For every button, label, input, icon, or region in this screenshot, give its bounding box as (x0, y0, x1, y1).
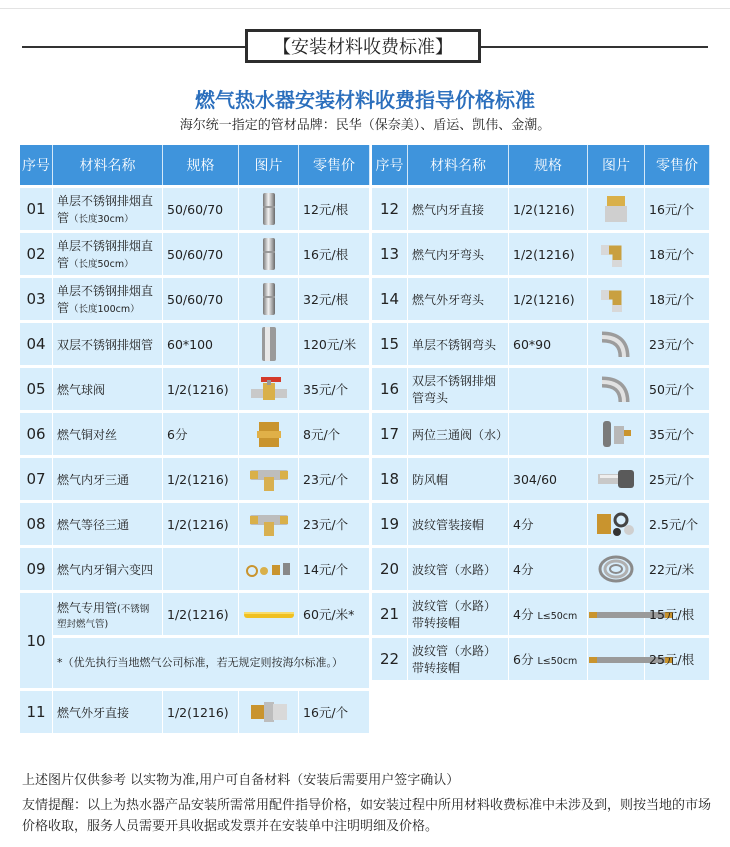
col-header-no: 序号 (20, 145, 53, 185)
material-name-cell (408, 638, 509, 680)
spec-cell (509, 458, 588, 500)
price-text: 12元/根 (303, 202, 349, 217)
material-name-note: (不锈钢塑封燃气管) (57, 603, 150, 630)
male-connector-icon (249, 705, 289, 719)
spec-text: 60*90 (513, 336, 552, 352)
table-row (372, 323, 710, 365)
price-text: 8元/个 (303, 427, 341, 442)
material-name-cell (408, 278, 509, 320)
material-name-cell (408, 188, 509, 230)
picture-cell (588, 593, 645, 635)
spec-cell (163, 503, 239, 545)
row-number-text: 22 (379, 650, 400, 668)
picture-cell (588, 188, 645, 230)
material-name-cell (53, 278, 163, 320)
table-row (372, 548, 710, 590)
row-number (372, 593, 408, 635)
picture-cell (588, 638, 645, 680)
col-header-spec: 规格 (509, 145, 588, 185)
row-number-text: 10 (26, 631, 46, 650)
nut-set-icon (595, 517, 637, 531)
price-text: 23元/个 (649, 337, 695, 352)
friendly-reminder: 友情提醒：以上为热水器产品安装所需常用配件指导价格，如安装过程中所用材料收费标准中未涉及到，则按当地的市场价格收取，服务人员需要开具收据或发票并在安装单中注明明细及价格。 (22, 798, 712, 834)
material-name: 单层不锈钢排烟直管 (57, 284, 154, 315)
row-number-text: 21 (379, 605, 400, 623)
picture-cell (588, 233, 645, 275)
material-name-note: （长度30cm） (69, 214, 134, 225)
table-header-row (372, 145, 710, 185)
col-header-spec: 规格 (163, 145, 239, 185)
price-cell (645, 503, 710, 545)
row-number-text: 13 (379, 245, 400, 263)
spec-cell (163, 548, 239, 590)
row-number-text: 03 (26, 290, 46, 308)
price-cell (645, 413, 710, 455)
top-divider (0, 8, 730, 9)
material-name: 两位三通阀（水） (412, 427, 509, 442)
picture-cell (239, 413, 299, 455)
spec-cell (163, 413, 239, 455)
material-name: 波纹管装接帽 (412, 517, 485, 532)
material-name: 燃气内牙三通 (57, 472, 130, 487)
row-number (372, 458, 408, 500)
gas-hose-icon (243, 607, 295, 621)
row-number (372, 323, 408, 365)
price-cell (299, 691, 370, 733)
spec-cell (163, 323, 239, 365)
col-header-price: 零售价 (645, 145, 710, 185)
row-number-text: 18 (379, 470, 400, 488)
price-text: 25元/个 (649, 472, 695, 487)
row-number (20, 413, 53, 455)
row-number-text: 05 (26, 380, 46, 398)
price-text: 2.5元/个 (649, 517, 699, 532)
picture-cell (239, 458, 299, 500)
price-text: 15元/根 (649, 607, 695, 622)
spec-cell (509, 188, 588, 230)
material-name-cell (53, 233, 163, 275)
col-header-price: 零售价 (299, 145, 370, 185)
price-text: 32元/根 (303, 292, 349, 307)
material-name: 燃气内牙直接 (412, 202, 485, 217)
table-row (20, 503, 370, 545)
row-number-text: 04 (26, 335, 46, 353)
material-name-cell (53, 458, 163, 500)
right-price-table (372, 142, 710, 683)
picture-cell (239, 503, 299, 545)
spec-text: 1/2(1216) (513, 201, 575, 217)
straight-pipe-icon (261, 292, 277, 306)
spec-text: 50/60/70 (167, 201, 224, 217)
row-number (20, 368, 53, 410)
row-number (20, 593, 53, 688)
material-name-cell (53, 691, 163, 733)
price-text: 14元/个 (303, 562, 349, 577)
flue-elbow-icon (598, 382, 634, 396)
header-rule-left (22, 46, 245, 48)
row-number (20, 323, 53, 365)
picture-cell (588, 368, 645, 410)
material-name: 波纹管（水路）带转接帽 (412, 644, 497, 675)
price-cell (645, 278, 710, 320)
price-text: 120元/米 (303, 337, 357, 352)
material-name: 燃气外牙直接 (57, 705, 130, 720)
spec-cell (163, 691, 239, 733)
row-number-text: 06 (26, 425, 46, 443)
straight-pipe-icon (261, 202, 277, 216)
row-number-text: 08 (26, 515, 46, 533)
tee-fitting-icon (248, 472, 290, 486)
table-row (20, 188, 370, 230)
material-name: 双层不锈钢排烟管 (57, 337, 154, 352)
spec-cell (509, 593, 588, 635)
row-number-text: 14 (379, 290, 400, 308)
spec-text: 4分 (513, 607, 534, 622)
row-number-text: 11 (26, 703, 46, 721)
price-cell (645, 233, 710, 275)
flue-elbow-icon (598, 337, 634, 351)
price-text: 16元/个 (649, 202, 695, 217)
row-number (20, 188, 53, 230)
spec-text: 1/2(1216) (167, 516, 229, 532)
row-number-text: 16 (379, 380, 400, 398)
price-cell (299, 233, 370, 275)
row-number (372, 638, 408, 680)
price-cell (645, 638, 710, 680)
price-text: 22元/米 (649, 562, 695, 577)
price-cell (299, 503, 370, 545)
table-row-note (20, 638, 370, 688)
table-row (20, 691, 370, 733)
spec-text: 1/2(1216) (167, 381, 229, 397)
table-row (372, 278, 710, 320)
row-number-text: 07 (26, 470, 46, 488)
table-row (372, 458, 710, 500)
row-number (20, 458, 53, 500)
picture-cell (588, 278, 645, 320)
spec-cell (509, 323, 588, 365)
price-cell (299, 413, 370, 455)
material-name: 燃气等径三通 (57, 517, 130, 532)
price-text: 23元/个 (303, 517, 349, 532)
price-cell (299, 593, 370, 635)
row-number (372, 368, 408, 410)
picture-cell (588, 458, 645, 500)
table-row (20, 278, 370, 320)
material-name: 波纹管（水路） (412, 562, 497, 577)
spec-cell (509, 503, 588, 545)
picture-cell (588, 413, 645, 455)
row-number-text: 02 (26, 245, 46, 263)
material-name-cell (53, 503, 163, 545)
spec-text: 1/2(1216) (167, 471, 229, 487)
elbow-fitting-icon (599, 292, 633, 306)
table-row (20, 458, 370, 500)
three-way-valve-icon (599, 427, 633, 441)
spec-cell (163, 233, 239, 275)
price-cell (299, 188, 370, 230)
price-cell (299, 278, 370, 320)
picture-cell (239, 233, 299, 275)
picture-cell (239, 323, 299, 365)
spec-cell (163, 458, 239, 500)
material-name-cell (53, 548, 163, 590)
wind-cap-icon (596, 472, 636, 486)
price-text: 60元/米* (303, 607, 355, 622)
table-row (20, 413, 370, 455)
picture-cell (239, 278, 299, 320)
price-cell (645, 368, 710, 410)
row-number-text: 17 (379, 425, 400, 443)
row-number-text: 19 (379, 515, 400, 533)
material-name-cell (408, 233, 509, 275)
material-name: 燃气专用管 (57, 600, 118, 615)
female-connector-icon (601, 202, 631, 216)
material-name: 燃气铜对丝 (57, 427, 118, 442)
material-name: 波纹管（水路）带转接帽 (412, 599, 497, 630)
picture-cell (239, 548, 299, 590)
picture-cell (239, 188, 299, 230)
price-text: 50元/个 (649, 382, 695, 397)
picture-cell (588, 323, 645, 365)
spec-text: 1/2(1216) (513, 291, 575, 307)
material-name-cell (408, 458, 509, 500)
row-number (372, 503, 408, 545)
note-cell (53, 638, 370, 688)
row-number (20, 278, 53, 320)
brass-nipple-icon (254, 427, 284, 441)
price-cell (645, 593, 710, 635)
spec-note: L≤50cm (537, 656, 578, 667)
table-row (372, 188, 710, 230)
price-cell (645, 458, 710, 500)
reducer-set-icon (246, 562, 292, 576)
disclaimer-line: 上述图片仅供参考 以实物为准,用户可自备材料（安装后需要用户签字确认） (22, 773, 460, 788)
row-number (372, 233, 408, 275)
table-row (20, 323, 370, 365)
material-name-cell (53, 368, 163, 410)
spec-text: 1/2(1216) (167, 606, 229, 622)
table-row (372, 233, 710, 275)
spec-text: 4分 (513, 517, 534, 532)
row-number-text: 12 (379, 200, 400, 218)
straight-pipe-icon (261, 247, 277, 261)
price-text: 16元/个 (303, 705, 349, 720)
spec-text: 50/60/70 (167, 246, 224, 262)
row-number (20, 503, 53, 545)
col-header-no: 序号 (372, 145, 408, 185)
row-number (20, 548, 53, 590)
picture-cell (239, 691, 299, 733)
row-number (20, 691, 53, 733)
picture-cell (588, 503, 645, 545)
material-name-note: （长度50cm） (69, 259, 134, 270)
brands-line: 海尔统一指定的管材品牌：民华（保奈美）、盾运、凯伟、金潮。 (179, 118, 551, 133)
spec-note: L≤50cm (537, 611, 578, 622)
spec-cell (163, 593, 239, 635)
col-header-pic: 图片 (588, 145, 645, 185)
elbow-fitting-icon (599, 247, 633, 261)
material-name-cell (408, 548, 509, 590)
price-cell (299, 368, 370, 410)
double-pipe-icon (260, 337, 278, 351)
spec-text: 1/2(1216) (167, 704, 229, 720)
spec-text: 4分 (513, 562, 534, 577)
material-name: 燃气内牙铜六变四 (57, 562, 154, 577)
spec-cell (163, 278, 239, 320)
price-text: 23元/个 (303, 472, 349, 487)
spec-cell (509, 638, 588, 680)
spec-text: 1/2(1216) (513, 246, 575, 262)
table-row (372, 413, 710, 455)
spec-text: 60*100 (167, 336, 214, 352)
material-name: 燃气外牙弯头 (412, 292, 485, 307)
coiled-hose-icon (597, 562, 635, 576)
spec-cell (509, 548, 588, 590)
material-name-cell (53, 188, 163, 230)
page-title: 燃气热水器安装材料收费指导价格标准 (195, 88, 535, 112)
row-number (372, 413, 408, 455)
material-name: 单层不锈钢排烟直管 (57, 194, 154, 225)
row-number (372, 278, 408, 320)
table-row (20, 593, 370, 635)
material-name-cell (408, 593, 509, 635)
price-cell (645, 323, 710, 365)
material-name: 双层不锈钢排烟管弯头 (412, 374, 497, 405)
row-number-text: 09 (26, 560, 46, 578)
price-note: *（优先执行当地燃气公司标准，若无规定则按海尔标准。） (57, 656, 343, 669)
row-number (372, 548, 408, 590)
price-text: 18元/个 (649, 292, 695, 307)
price-cell (645, 548, 710, 590)
row-number-text: 01 (26, 200, 46, 218)
row-number (372, 188, 408, 230)
price-cell (299, 458, 370, 500)
col-header-name: 材料名称 (408, 145, 509, 185)
material-name-note: （长度100cm） (69, 304, 140, 315)
price-text: 35元/个 (649, 427, 695, 442)
material-name: 燃气球阀 (57, 382, 106, 397)
spec-cell (163, 368, 239, 410)
price-text: 25元/根 (649, 652, 695, 667)
price-text: 16元/根 (303, 247, 349, 262)
material-name-cell (53, 593, 163, 635)
table-row (372, 593, 710, 635)
material-name: 单层不锈钢排烟直管 (57, 239, 154, 270)
picture-cell (239, 593, 299, 635)
spec-cell (163, 188, 239, 230)
header-rule-right (481, 46, 708, 48)
spec-text: 304/60 (513, 471, 557, 487)
material-name-cell (408, 323, 509, 365)
table-row (20, 368, 370, 410)
material-name: 单层不锈钢弯头 (412, 337, 497, 352)
table-header-row (20, 145, 370, 185)
col-header-name: 材料名称 (53, 145, 163, 185)
spec-cell (509, 233, 588, 275)
col-header-pic: 图片 (239, 145, 299, 185)
price-cell (299, 323, 370, 365)
table-row (372, 638, 710, 680)
row-number-text: 20 (379, 560, 400, 578)
spec-text: 6分 (513, 652, 534, 667)
material-name-cell (408, 413, 509, 455)
table-row (20, 233, 370, 275)
row-number-text: 15 (379, 335, 400, 353)
tee-fitting-icon (248, 517, 290, 531)
price-text: 18元/个 (649, 247, 695, 262)
material-name: 防风帽 (412, 472, 449, 487)
table-row (372, 503, 710, 545)
left-price-table (20, 142, 370, 736)
material-name-cell (408, 368, 509, 410)
spec-text: 50/60/70 (167, 291, 224, 307)
price-cell (645, 188, 710, 230)
table-row (20, 548, 370, 590)
picture-cell (239, 368, 299, 410)
ball-valve-icon (249, 382, 289, 396)
picture-cell (588, 548, 645, 590)
material-name: 燃气内牙弯头 (412, 247, 485, 262)
spec-text: 6分 (167, 427, 188, 442)
spec-cell (509, 413, 588, 455)
price-cell (299, 548, 370, 590)
spec-cell (509, 368, 588, 410)
row-number (20, 233, 53, 275)
price-text: 35元/个 (303, 382, 349, 397)
material-name-cell (408, 503, 509, 545)
spec-cell (509, 278, 588, 320)
table-row (372, 368, 710, 410)
section-header: 【安装材料收费标准】 (245, 29, 481, 63)
material-name-cell (53, 413, 163, 455)
material-name-cell (53, 323, 163, 365)
